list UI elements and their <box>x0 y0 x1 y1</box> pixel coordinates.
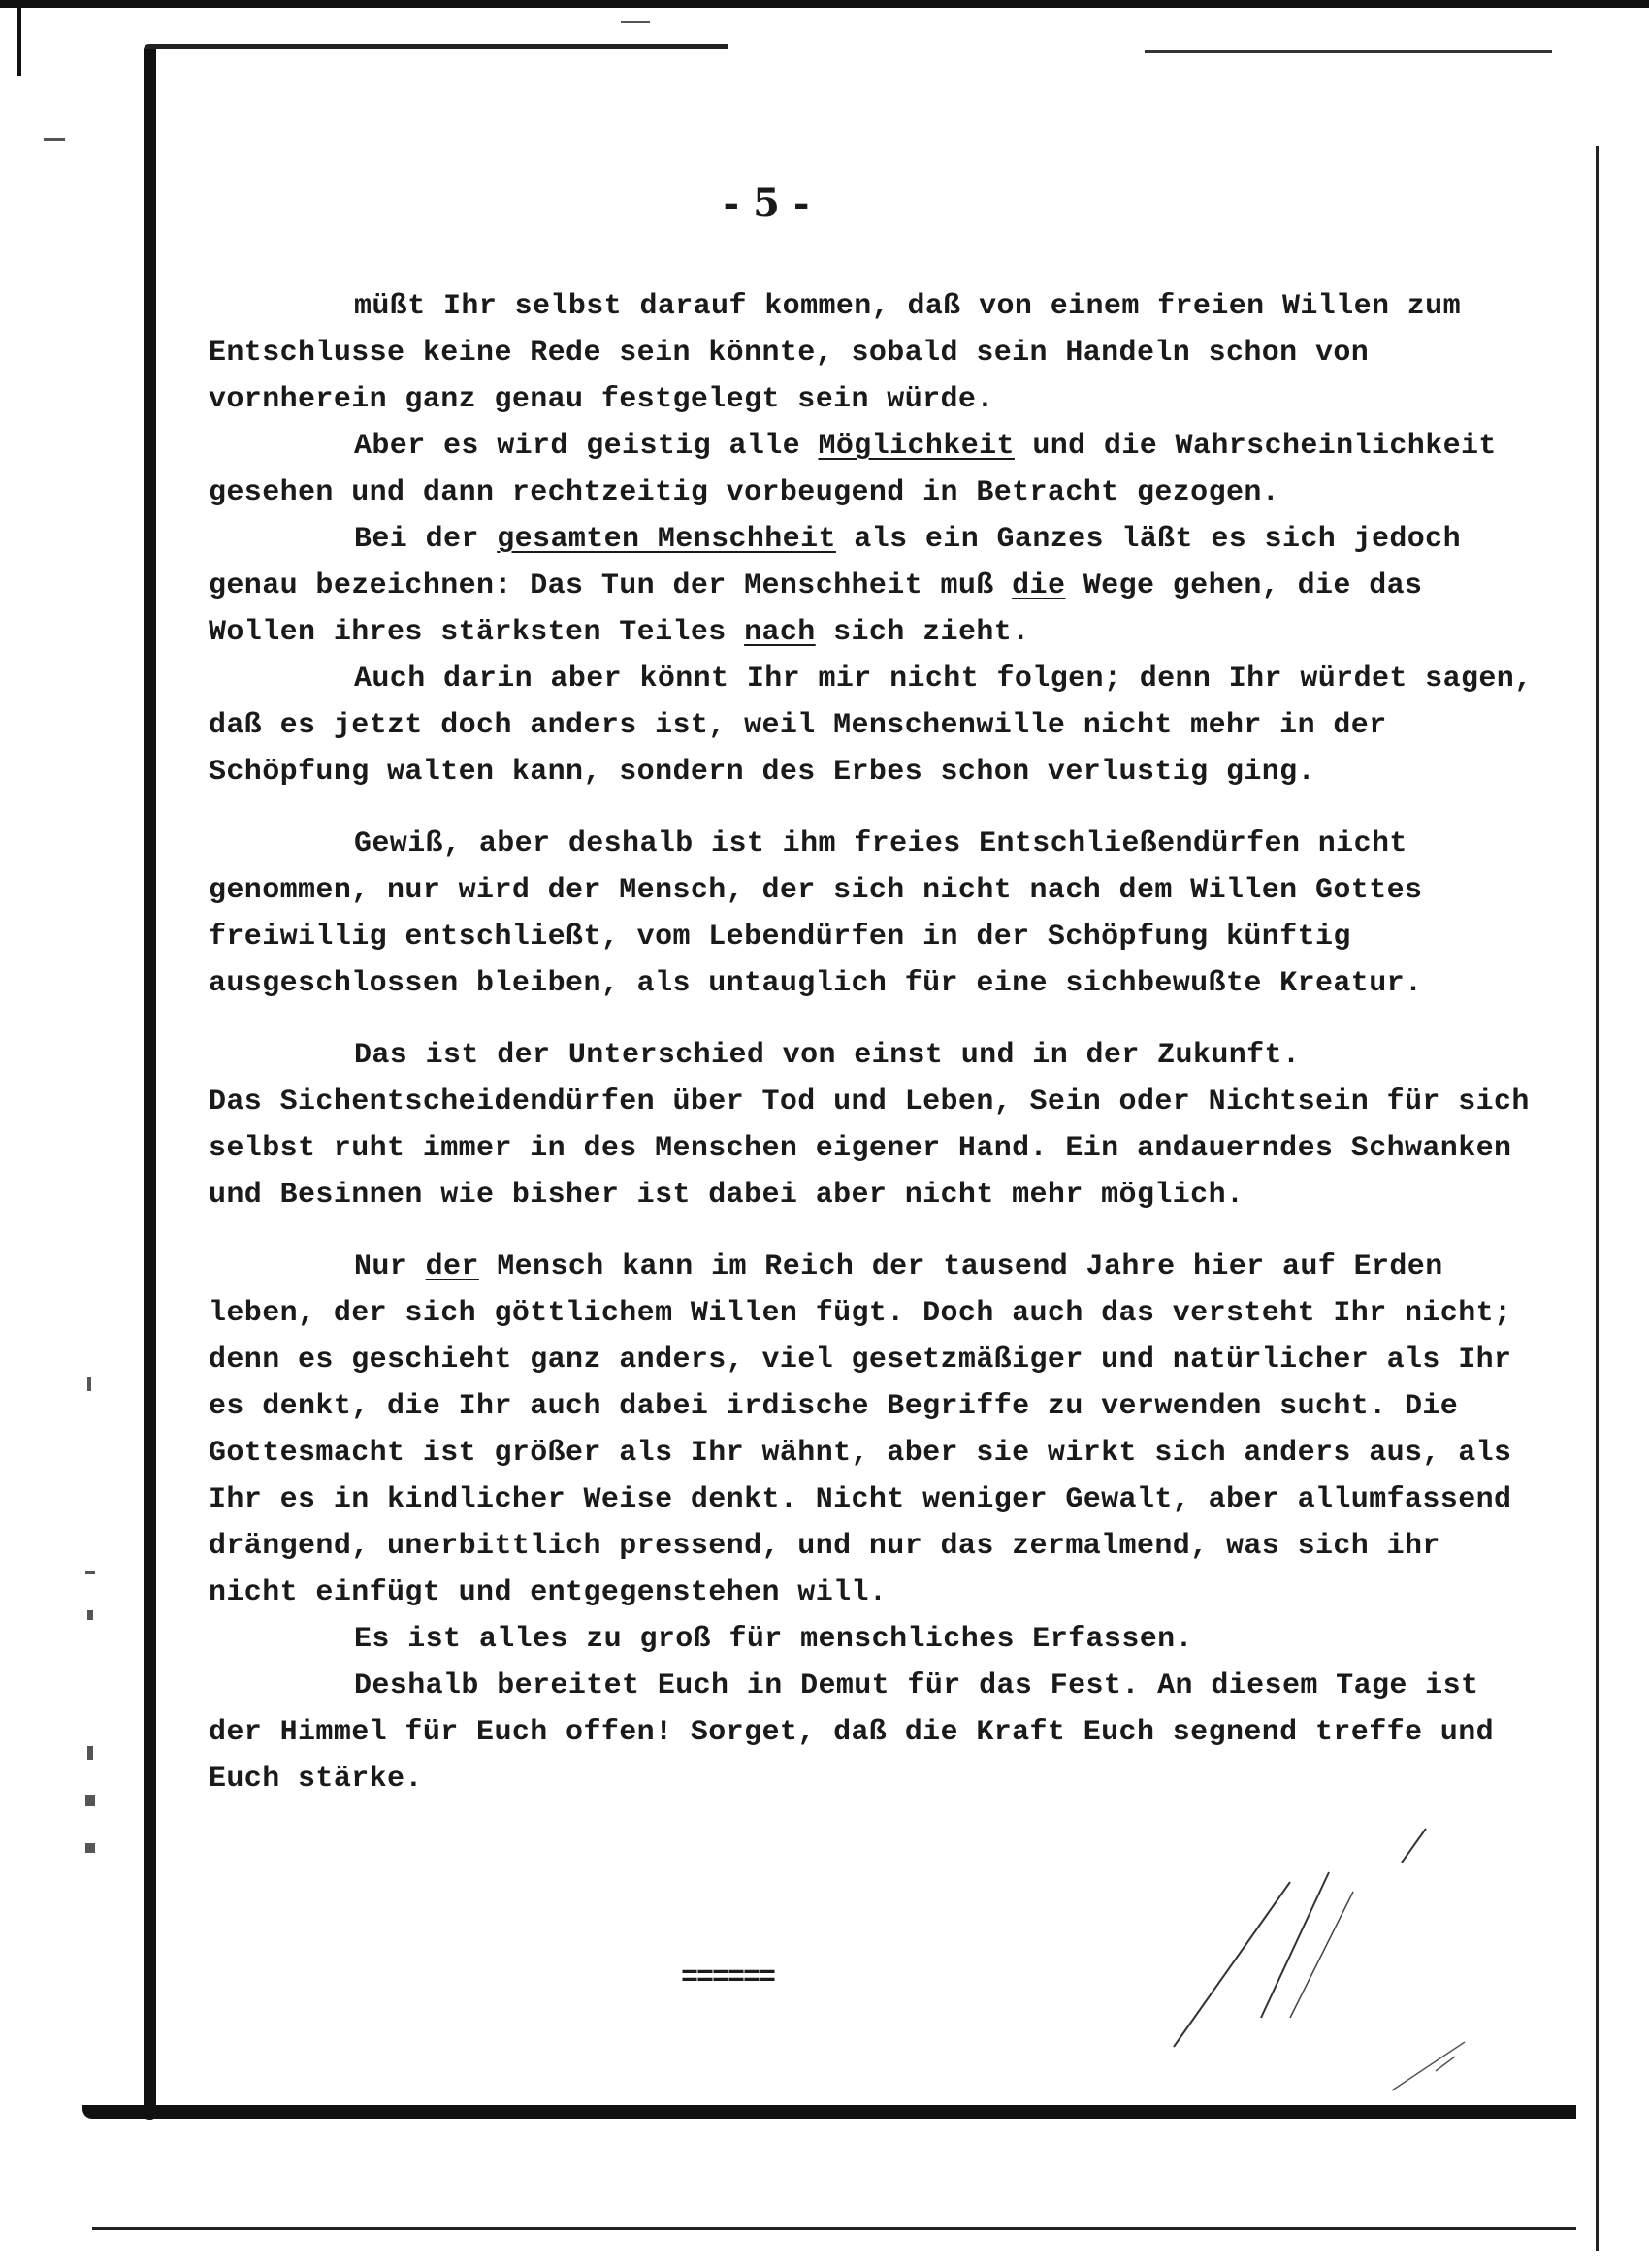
page-top-edge-line <box>146 44 728 49</box>
margin-speck <box>85 1843 95 1853</box>
paragraph-p8 <box>209 1244 1537 1616</box>
margin-speck <box>85 1795 95 1806</box>
closing-separator: ====== <box>680 1961 775 1994</box>
paragraph-p5 <box>209 821 1537 1007</box>
margin-speck <box>85 1571 95 1574</box>
scan-bottom-border <box>92 2227 1576 2230</box>
text-segment: Nur <box>354 1250 426 1283</box>
underlined-text: nach <box>744 616 816 649</box>
text-segment: Das Sichentscheidendürfen über Tod und Leben, Sein oder Nichtsein für sich selbst ruht immer in des Menschen eigener Hand. Ein andauerndes Schwanken und Besinnen wie bisher ist dabei aber nicht mehr möglich. <box>209 1085 1530 1212</box>
paragraph-p1 <box>209 283 1537 423</box>
scan-left-border <box>17 8 21 76</box>
document-body <box>209 283 1537 1802</box>
paragraph-p4 <box>209 656 1537 795</box>
text-segment: und die Wahrscheinlichkeit gesehen und dann rechtzeitig vorbeugend in Betracht gezogen. <box>209 430 1497 509</box>
text-segment: Mensch kann im Reich der tausend Jahre hier auf Erden leben, der sich göttlichem Willen fügt. Doch auch das versteht Ihr nicht; denn es geschieht ganz anders, viel gesetzmäßiger und natürlicher als Ihr es denkt, die Ihr auch dabei irdische Begriffe zu verwenden sucht. Die Gottesmacht ist größer als Ihr wähnt, aber sie wirkt sich anders aus, als Ihr es in kindlicher Weise denkt. Nicht weniger Gewalt, aber allumfassend drängend, unerbittlich pressend, und nur das zermalmend, was sich ihr nicht einfügt und entgegenstehen will. <box>209 1250 1512 1609</box>
scan-right-border <box>1596 146 1599 2251</box>
text-segment: als ein Ganzes läßt es sich jedoch genau bezeichnen: Das Tun der Menschheit muß <box>209 523 1461 602</box>
margin-speck <box>87 1377 91 1391</box>
paragraph-p10 <box>209 1663 1537 1802</box>
paragraph-p3 <box>209 516 1537 656</box>
paragraph-p2 <box>209 423 1537 516</box>
text-segment: Das ist der Unterschied von einst und in der Zukunft. <box>354 1039 1301 1072</box>
page-number: - 5 - <box>723 180 810 226</box>
text-segment: Bei der <box>354 523 498 556</box>
paragraph-p9 <box>209 1616 1537 1663</box>
text-segment: sich zieht. <box>815 616 1030 649</box>
margin-speck <box>621 21 650 23</box>
paragraph-p6 <box>209 1032 1537 1079</box>
underlined-text: gesamten Menschheit <box>497 523 836 556</box>
text-segment: Es ist alles zu groß für menschliches Erfassen. <box>354 1623 1193 1656</box>
paragraph-p7 <box>209 1079 1537 1218</box>
underlined-text: Möglichkeit <box>818 430 1015 463</box>
text-segment: Deshalb bereitet Euch in Demut für das Fest. An diesem Tage ist der Himmel für Euch offen! Sorget, daß die Kraft Euch segnend treffe und Euch stärke. <box>209 1669 1495 1796</box>
underlined-text: der <box>425 1250 479 1283</box>
text-segment: Gewiß, aber deshalb ist ihm freies Entschließendürfen nicht genommen, nur wird der Mensch, der sich nicht nach dem Willen Gottes freiwillig entschließt, vom Lebendürfen in der Schöpfung künftig ausgeschlossen bleiben, als untauglich für eine sichbewußte Kreatur. <box>209 827 1423 1000</box>
page-left-binding-line <box>144 44 156 2120</box>
handwritten-signature <box>1145 1824 1513 2134</box>
text-segment: Wege gehen, die das Wollen ihres stärksten Teiles <box>209 569 1423 649</box>
text-segment: müßt Ihr selbst darauf kommen, daß von einem freien Willen zum Entschlusse keine Rede sein könnte, sobald sein Handeln schon von vornherein ganz genau festgelegt sein würde. <box>209 290 1461 416</box>
margin-speck <box>44 138 65 141</box>
underlined-text: die <box>1012 569 1066 602</box>
text-segment: Auch darin aber könnt Ihr mir nicht folgen; denn Ihr würdet sagen, daß es jetzt doch anders ist, weil Menschenwille nicht mehr in der Schöpfung walten kann, sondern des Erbes schon verlustig ging. <box>209 663 1533 789</box>
text-segment: Aber es wird geistig alle <box>354 430 819 463</box>
page-top-edge-line-right <box>1145 50 1552 53</box>
scan-top-border <box>0 0 1649 8</box>
margin-speck <box>87 1610 93 1620</box>
margin-speck <box>87 1746 93 1760</box>
